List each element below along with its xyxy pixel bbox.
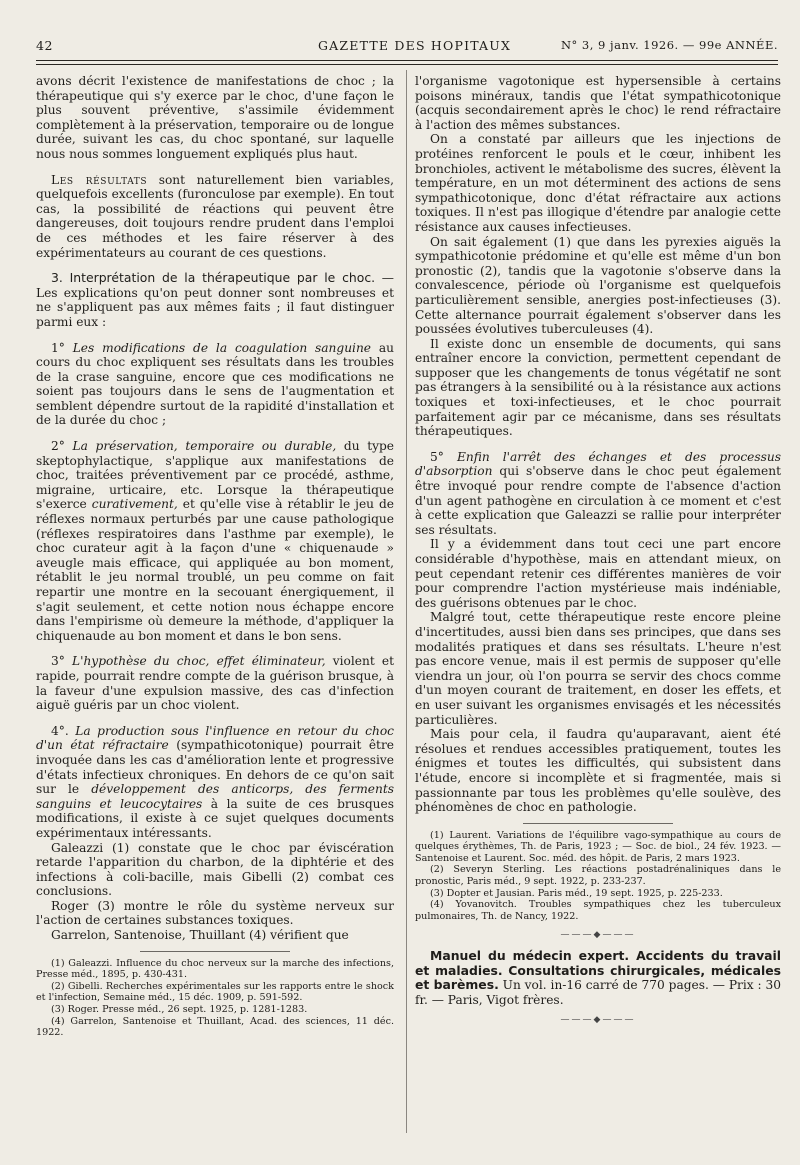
footnote: (3) Dopter et Jausian. Paris méd., 19 sept. 1925, p. 225-233. <box>430 887 723 899</box>
column-divider <box>406 70 407 1133</box>
book-details: Un vol. in-16 carré de 770 pages. — Prix : 30 fr. — Paris, Vigot frères. <box>415 978 781 1007</box>
italic-phrase: développement des anticorps, des ferments sanguins et leucocytaires <box>36 782 394 811</box>
ornament-divider-bottom: ———◆——— <box>560 1015 636 1026</box>
paragraph-text: à la suite de ces brusques modifications, il existe à ce sujet quelques documents expérimentaux intéressants. <box>36 796 394 840</box>
footnote: (2) Gibelli. Recherches expérimentales sur les rapports entre le shock et l'infection, Semaine méd., 15 déc. 1909, p. 591-592. <box>36 980 394 1004</box>
paragraph: l'organisme vagotonique est hypersensible à certains poisons minéraux, tandis que l'état sympathicotonique (acquis secondairement après le choc) le rend réfractaire à l'action des mêmes substances. <box>415 74 781 132</box>
paragraph-text: violent et rapide, pourrait rendre compte de la guérison brusque, à la faveur d'une expulsion massive, des cas d'infection aiguë guéris par un choc violent. <box>36 654 394 713</box>
italic-phrase: curativement, <box>91 497 178 512</box>
journal-title: GAZETTE DES HOPITAUX <box>318 38 512 53</box>
right-column <box>415 74 781 1034</box>
footnote: (4) Yovanovitch. Troubles sympathiques chez les tuberculeux pulmonaires, Th. de Nancy, 1922. <box>415 899 781 922</box>
paragraph: On a constaté par ailleurs que les injections de protéines renforcent le pouls et le cœur, inhibent les bronchioles, activent le métabolisme des sucres, élèvent la température, en un mot déterminent des actions de sens sympathicotonique, donc d'état réfractaire aux actions toxiques. Il n'est pas illogique d'étendre par analogie cette résistance aux causes infectieuses. <box>415 132 781 234</box>
header-rule-second <box>36 64 778 65</box>
footnote: (1) Laurent. Variations de l'équilibre vago-sympathique au cours de quelques érythèmes, Th. de Paris, 1923 ; — Soc. de biol., 24 fév. 1923. — Santenoise et Laurent. Soc. méd. des hôpit. de Paris, 2 mars 1923. <box>415 829 781 864</box>
paragraph: Mais pour cela, il faudra qu'auparavant, aient été résolues et rendues accessibles pratiquement, toutes les énigmes et toutes les difficultés, qui subsistent dans l'étude, encore si incomplète et si fragmentée, mais si passionnante par tous les problèmes qu'elle soulève, des phénomènes de choc en pathologie. <box>415 727 781 815</box>
issue-date: N° 3, 9 janv. 1926. — 99e ANNÉE. <box>560 38 778 52</box>
paragraph: Roger (3) montre le rôle du système nerveux sur l'action de certaines substances toxiques. <box>36 898 394 928</box>
list-item <box>36 341 394 429</box>
list-item <box>415 450 781 538</box>
paragraph-text: au cours du choc expliquent ses résultats dans les troubles de la crase sanguine, encore que ces modifications ne soient pas toujours dans le sens de l'augmentation et semblent dépendre surtout de la rapidité d'installation et de la durée du choc ; <box>36 340 394 428</box>
running-header <box>36 38 778 58</box>
paragraph: Garrelon, Santenoise, Thuillant (4) vérifient que <box>51 928 349 943</box>
footnote: (1) Galeazzi. Influence du choc nerveux sur la marche des infections, Presse méd., 1895, p. 430-431. <box>36 957 394 981</box>
paragraph-text: (sympathicotonique) pourrait être invoquée dans les cas d'amélioration lente et progressive d'états infectieux chroniques. En dehors de ce qu'on sait sur le <box>36 738 394 797</box>
section-paragraph <box>36 271 394 329</box>
list-number: 1° <box>51 340 65 355</box>
footnote: (2) Severyn Sterling. Les réactions postadrénaliniques dans le pronostic, Paris méd., 9 sept. 1922, p. 233-237. <box>415 864 781 888</box>
list-item <box>36 439 394 643</box>
paragraph-text: — Les explications qu'on peut donner sont nombreuses et ne s'appliquent pas aux mêmes faits ; il faut distinguer parmi eux : <box>36 271 394 329</box>
paragraph: Il y a évidemment dans tout ceci une part encore considérable d'hypothèse, mais en attendant mieux, on peut cependant retenir ces différentes manières de voir pour comprendre l'action mystérieuse mais indéniable, des guérisons obtenues par le choc. <box>415 537 781 610</box>
list-number: 5° <box>430 449 444 464</box>
list-item <box>36 654 394 712</box>
book-title: Manuel du médecin expert. Accidents du travail et maladies. Consultations chirurgicales, médicales et barèmes. <box>415 948 781 993</box>
paragraph <box>36 173 394 261</box>
paragraph-text: et qu'elle vise à rétablir le jeu de réflexes normaux perturbés par une cause pathologique (réflexes respiratoires dans l'asthme par exemple), le choc curateur agit à la façon d'une « chiquenaude » aveugle mais efficace, qui appliquée au bon moment, rétablit le jeu normal troublé, un peu comme on fait repartir une montre en la secouant énergiquement, il s'agit seulement, et cette notion nous échappe encore dans l'empirisme où demeure la méthode, d'appliquer la chiquenaude au bon moment et dans le bon sens. <box>36 497 394 643</box>
italic-phrase: La production sous l'influence en retour du choc d'un état réfractaire <box>36 723 394 753</box>
footnote-rule <box>523 823 673 824</box>
paragraph-text: du type skeptophylactique, s'applique aux manifestations de choc, traitées préventivement par ce procédé, asthme, migraine, urticaire, etc. Lorsque la thérapeutique s'exerce <box>36 439 395 512</box>
list-number: 3° <box>51 654 65 669</box>
list-number: 2° <box>51 439 65 454</box>
paragraph: avons décrit l'existence de manifestations de choc ; la thérapeutique qui s'y exerce par le choc, d'une façon le plus souvent préventive, s'assimile évidemment complètement à la préservation, temporaire ou de longue durée, suivant les cas, du choc spontané, sur laquelle nous nous sommes longuement expliqués plus haut. <box>36 74 394 161</box>
footnote: (4) Garrelon, Santenoise et Thuillant, Acad. des sciences, 11 déc. 1922. <box>36 1015 394 1039</box>
list-number: 4°. <box>51 723 69 738</box>
run-in-heading: Les résultats <box>51 172 148 187</box>
section-heading: 3. Interprétation de la thérapeutique par le choc. <box>51 270 376 286</box>
page-number: 42 <box>36 38 53 53</box>
footnote: (3) Roger. Presse méd., 26 sept. 1925, p. 1281-1283. <box>51 1004 308 1016</box>
paragraph: Malgré tout, cette thérapeutique reste encore pleine d'incertitudes, aussi bien dans ses principes, que dans ses modalités pratiques et dans ses résultats. L'heure n'est pas encore venue, mais il est permis de supposer qu'elle viendra un jour, où l'on pourra se servir des chocs comme d'un moyen courant de traitement, en doser les effets, et en user suivant les organismes envisagés et les nécessités particulières. <box>415 610 781 727</box>
italic-phrase: La préservation, temporaire ou durable, <box>64 439 337 454</box>
book-notice <box>415 949 781 1007</box>
paragraph: Galeazzi (1) constate que le choc par éviscération retarde l'apparition du charbon, de la diphtérie et des infections à coli-bacille, mais Gibelli (2) combat ces conclusions. <box>36 840 394 899</box>
header-rule <box>36 60 778 61</box>
paragraph-text: qui s'observe dans le choc peut également être invoqué pour rendre compte de l'absence d'action d'un agent pathogène en circulation à ce moment et c'est à cette explication que Galeazzi se rallie pour interpréter ses résultats. <box>415 464 781 537</box>
left-column <box>36 74 394 1039</box>
italic-phrase: Les modifications de la coagulation sanguine <box>64 340 372 355</box>
italic-phrase: L'hypothèse du choc, effet éliminateur, <box>64 654 326 669</box>
paragraph-text: sont naturellement bien variables, quelquefois excellents (furonculose par exemple). En tout cas, la possibilité de réactions qui peuvent être dangereuses, doit toujours rendre prudent dans l'emploi de ces méthodes et les faire réserver à des expérimentateurs au courant de ces questions. <box>36 172 394 260</box>
footnote-rule <box>140 951 290 952</box>
paragraph: Il existe donc un ensemble de documents, qui sans entraîner encore la conviction, permettent cependant de supposer que les changements de tonus végétatif ne sont pas étrangers à la sensibilité ou à la résistance aux actions toxiques et toxi-infectieuses, et le choc pourrait parfaitement agir par ce mécanisme, dans ses résultats thérapeutiques. <box>415 336 781 439</box>
italic-phrase: Enfin l'arrêt des échanges et des processus d'absorption <box>415 449 781 479</box>
paragraph: On sait également (1) que dans les pyrexies aiguës la sympathicotonie prédomine et qu'elle est même d'un bon pronostic (2), tandis que la vagotonie s'observe dans la convalescence, période où l'organisme est quelquefois particulièrement sensible, anergies post-infectieuses (3). Cette alternance pourrait également s'observer dans les poussées évolutives tuberculeuses (4). <box>415 234 781 337</box>
ornament-divider: ———◆——— <box>560 930 636 941</box>
list-item <box>36 724 394 841</box>
